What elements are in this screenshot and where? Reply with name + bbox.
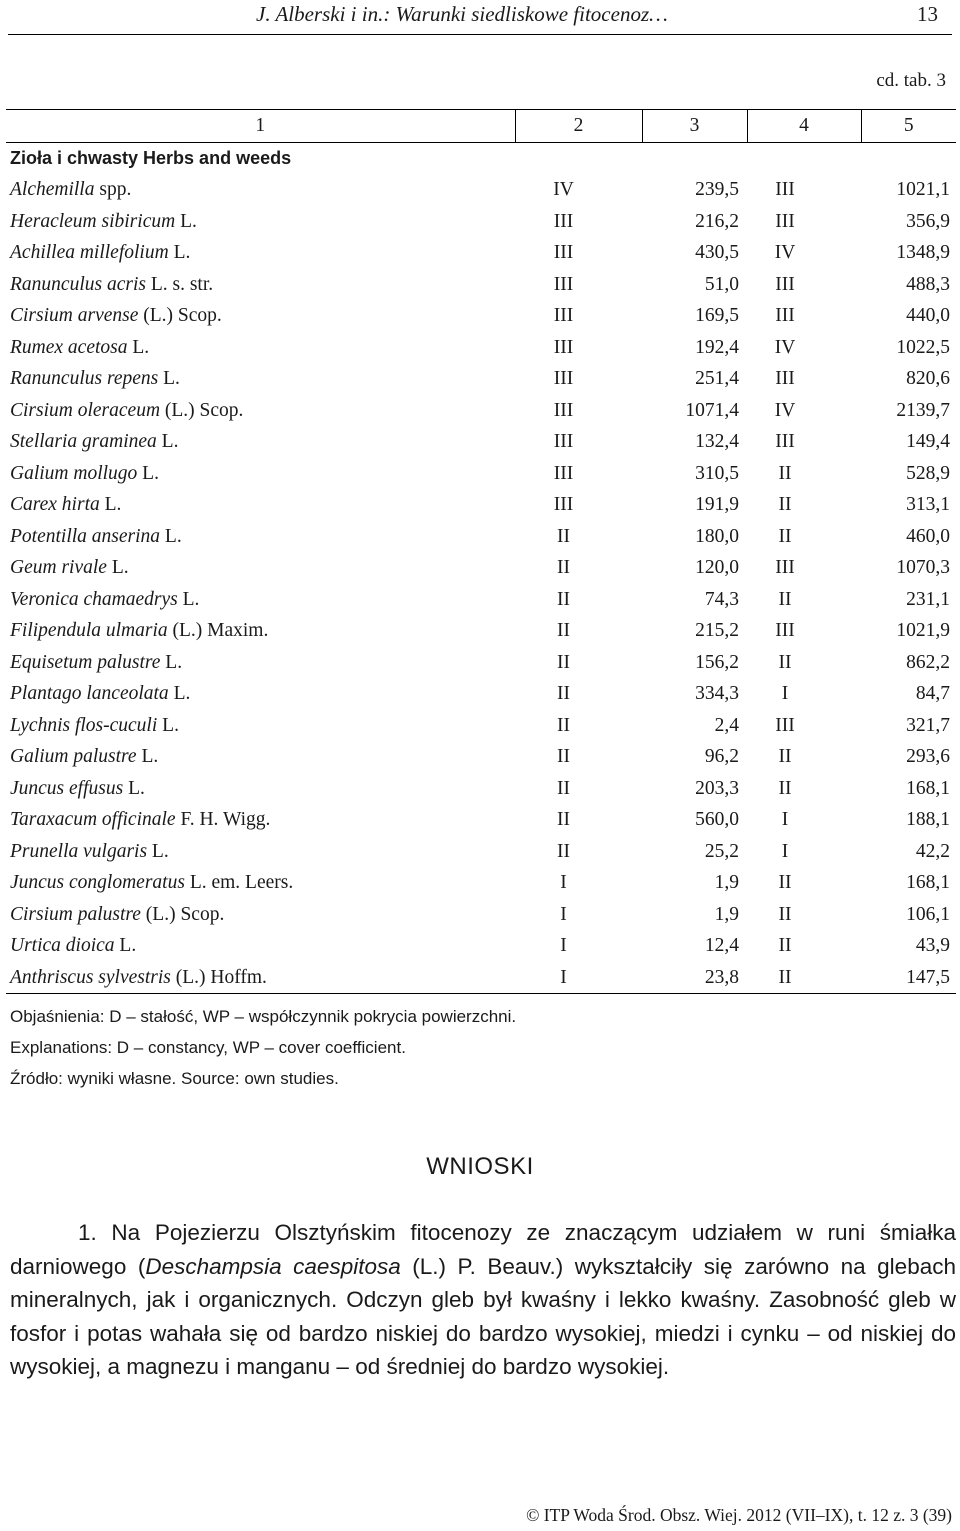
cover-cell: 488,3 — [906, 273, 950, 295]
constancy-cell: III — [553, 431, 574, 452]
cover-cell: 203,3 — [695, 777, 739, 799]
constancy-cell: I — [560, 903, 567, 925]
constancy-cell: II — [557, 746, 570, 767]
cover-cell: 156,2 — [695, 651, 739, 673]
cover-cell: 313,1 — [906, 494, 950, 515]
constancy-cell: IV — [774, 242, 796, 263]
constancy-cell: II — [557, 840, 570, 862]
species-authority: (L.) Scop. — [143, 305, 222, 326]
species-name: Cirsium oleraceum — [10, 399, 161, 421]
cover-cell: 1070,3 — [896, 557, 950, 578]
cover-cell: 251,4 — [695, 368, 739, 389]
cover-cell: 1071,4 — [685, 399, 739, 421]
species-cell — [6, 899, 515, 931]
species-authority: (L.) Scop. — [145, 903, 225, 925]
species-cell — [6, 426, 515, 458]
constancy-cell: II — [778, 966, 792, 988]
table-row — [6, 615, 956, 647]
cover-cell: 321,7 — [906, 714, 950, 736]
constancy-cell: III — [775, 620, 795, 641]
cover-cell: 239,5 — [695, 179, 739, 200]
table-row — [6, 930, 956, 962]
column-header: 5 — [861, 110, 956, 143]
cover-cell: 460,0 — [906, 525, 950, 547]
note-explanation-pl: Objaśnienia: D – stałość, WP – współczynnik pokrycia powierzchni. — [10, 1007, 517, 1026]
species-name: Filipendula ulmaria — [10, 620, 168, 641]
conclusion-species: Deschampsia caespitosa — [145, 1253, 401, 1279]
species-authority: L. — [173, 683, 191, 704]
note-source: Źródło: wyniki własne. Source: own studies. — [10, 1069, 339, 1088]
column-header: 4 — [747, 110, 861, 143]
table-row — [6, 773, 956, 805]
species-authority: L. s. str. — [150, 273, 214, 295]
cover-cell: 1,9 — [714, 903, 739, 925]
section-heading: WNIOSKI — [426, 1153, 534, 1180]
running-title: J. Alberski i in.: Warunki siedliskowe fitocenoz… — [256, 2, 668, 26]
species-authority: L. — [163, 368, 180, 389]
table-row — [6, 899, 956, 931]
table-row — [6, 332, 956, 364]
species-name: Plantago lanceolata — [10, 683, 169, 704]
constancy-cell: II — [778, 935, 792, 956]
running-head — [8, 0, 952, 35]
species-authority: L. — [173, 242, 191, 263]
table-row — [6, 363, 956, 395]
species-cell — [6, 804, 515, 836]
species-name: Cirsium arvense — [10, 305, 139, 326]
constancy-cell: IV — [553, 179, 574, 200]
constancy-cell: III — [775, 179, 795, 200]
species-name: Galium palustre — [10, 746, 137, 767]
table-row — [6, 300, 956, 332]
species-authority: spp. — [99, 179, 132, 200]
species-cell — [6, 458, 515, 490]
constancy-cell: II — [557, 620, 570, 641]
species-cell — [6, 836, 515, 868]
species-authority: L. — [119, 935, 137, 956]
cover-cell: 293,6 — [906, 746, 950, 767]
table-row — [6, 647, 956, 679]
constancy-cell: IV — [774, 336, 796, 358]
conclusion-paragraph — [10, 1216, 956, 1384]
constancy-cell: II — [778, 903, 792, 925]
constancy-cell: III — [775, 431, 795, 452]
cover-cell: 96,2 — [704, 746, 739, 767]
species-name: Anthriscus sylvestris — [10, 966, 171, 988]
species-cell — [6, 521, 515, 553]
constancy-cell: III — [775, 557, 795, 578]
species-name: Urtica dioica — [10, 935, 115, 956]
cover-cell: 862,2 — [906, 651, 950, 673]
constancy-cell: I — [781, 840, 789, 862]
table-row — [6, 804, 956, 836]
constancy-cell: III — [553, 305, 574, 326]
table-row — [6, 552, 956, 584]
species-name: Alchemilla — [10, 179, 95, 200]
column-header: 2 — [515, 110, 642, 143]
table-row — [6, 741, 956, 773]
species-name: Juncus conglomeratus — [10, 872, 185, 893]
species-authority: L. — [151, 840, 169, 862]
species-cell — [6, 269, 515, 301]
constancy-cell: II — [778, 525, 792, 547]
species-cell — [6, 647, 515, 679]
constancy-cell: II — [778, 588, 792, 610]
constancy-cell: III — [775, 714, 795, 736]
table-row — [6, 269, 956, 301]
species-authority: L. — [128, 777, 145, 799]
constancy-cell: III — [553, 210, 574, 232]
cover-cell: 51,0 — [704, 273, 739, 295]
cover-cell: 310,5 — [695, 462, 739, 484]
cover-cell: 560,0 — [695, 809, 739, 830]
column-header: 3 — [642, 110, 747, 143]
species-name: Cirsium palustre — [10, 903, 141, 925]
table-row — [6, 458, 956, 490]
table-row — [6, 584, 956, 616]
species-cell — [6, 489, 515, 521]
constancy-cell: II — [778, 746, 792, 767]
species-authority: L. — [161, 431, 179, 452]
constancy-cell: II — [557, 525, 570, 547]
cover-cell: 25,2 — [704, 840, 739, 862]
constancy-cell: II — [778, 494, 792, 515]
conclusion-text-start: 1. Na Pojezierzu Olsztyńskim fitocenozy ze znaczącym udziałem w runi śmiałka darniowego ( — [10, 1220, 956, 1279]
species-authority: (L.) Scop. — [164, 399, 244, 421]
table-row — [6, 836, 956, 868]
constancy-cell: IV — [774, 399, 796, 421]
constancy-cell: III — [553, 368, 574, 389]
constancy-cell: II — [557, 777, 570, 799]
cover-cell: 180,0 — [695, 525, 739, 547]
constancy-cell: III — [775, 210, 795, 232]
species-name: Geum rivale — [10, 557, 107, 578]
species-authority: L. — [104, 494, 122, 515]
species-name: Galium mollugo — [10, 462, 138, 484]
species-authority: L. — [141, 746, 159, 767]
constancy-cell: I — [781, 683, 789, 704]
cover-cell: 1021,1 — [896, 179, 950, 200]
constancy-cell: III — [775, 273, 795, 295]
cover-cell: 192,4 — [695, 336, 739, 358]
constancy-cell: II — [557, 557, 570, 578]
species-authority: L. em. Leers. — [189, 872, 294, 893]
table-row — [6, 489, 956, 521]
constancy-cell: III — [553, 242, 574, 263]
species-authority: (L.) Hoffm. — [175, 966, 267, 988]
constancy-cell: III — [775, 305, 795, 326]
species-authority: F. H. Wigg. — [180, 809, 271, 830]
cover-cell: 1022,5 — [896, 336, 950, 358]
species-cell — [6, 174, 515, 206]
constancy-cell: I — [560, 966, 567, 988]
species-name: Ranunculus repens — [10, 368, 159, 389]
cover-cell: 1,9 — [714, 872, 739, 893]
cover-cell: 188,1 — [906, 809, 950, 830]
table-row — [6, 426, 956, 458]
species-authority: L. — [180, 210, 197, 232]
cover-cell: 120,0 — [695, 557, 739, 578]
page-footer: © ITP Woda Środ. Obsz. Wiej. 2012 (VII–IX), t. 12 z. 3 (39) — [526, 1505, 952, 1525]
species-cell — [6, 395, 515, 427]
cover-cell: 216,2 — [695, 210, 739, 232]
cover-cell: 132,4 — [695, 431, 739, 452]
table-row — [6, 237, 956, 269]
species-authority: L. — [182, 588, 200, 610]
cover-cell: 820,6 — [906, 368, 950, 389]
cover-cell: 168,1 — [906, 777, 950, 799]
species-name: Stellaria graminea — [10, 431, 157, 452]
species-name: Achillea millefolium — [10, 242, 169, 263]
cover-cell: 1348,9 — [896, 242, 950, 263]
cover-cell: 215,2 — [695, 620, 739, 641]
species-cell — [6, 584, 515, 616]
species-cell — [6, 678, 515, 710]
species-cell — [6, 962, 515, 994]
species-name: Veronica chamaedrys — [10, 588, 178, 610]
species-name: Rumex acetosa — [10, 336, 128, 358]
species-cell — [6, 867, 515, 899]
group-title-row — [6, 142, 956, 174]
constancy-cell: III — [553, 494, 574, 515]
species-authority: L. — [111, 557, 129, 578]
species-name: Ranunculus acris — [10, 273, 146, 295]
species-authority: L. — [142, 462, 159, 484]
constancy-cell: II — [778, 462, 792, 484]
species-authority: L. — [164, 525, 182, 547]
cover-cell: 43,9 — [915, 935, 950, 956]
species-cell — [6, 206, 515, 238]
constancy-cell: II — [557, 714, 570, 736]
constancy-cell: II — [557, 588, 570, 610]
constancy-cell: III — [775, 368, 795, 389]
constancy-cell: III — [553, 273, 574, 295]
species-authority: L. — [162, 714, 179, 736]
cover-cell: 356,9 — [906, 210, 950, 232]
species-name: Equisetum palustre — [10, 651, 161, 673]
species-authority: L. — [132, 336, 150, 358]
species-cell — [6, 773, 515, 805]
table-row — [6, 174, 956, 206]
species-name: Heracleum sibiricum — [10, 210, 176, 232]
cover-cell: 334,3 — [695, 683, 739, 704]
species-name: Potentilla anserina — [10, 525, 161, 547]
constancy-cell: I — [560, 872, 567, 893]
cover-cell: 42,2 — [915, 840, 950, 862]
constancy-cell: II — [778, 872, 792, 893]
cover-cell: 191,9 — [695, 494, 739, 515]
species-name: Taraxacum officinale — [10, 809, 176, 830]
cover-cell: 440,0 — [906, 305, 950, 326]
cover-cell: 106,1 — [906, 903, 950, 925]
cover-cell: 168,1 — [906, 872, 950, 893]
table-row — [6, 395, 956, 427]
constancy-cell: III — [553, 462, 574, 484]
constancy-cell: III — [553, 399, 574, 421]
note-explanation-en: Explanations: D – constancy, WP – cover coefficient. — [10, 1038, 406, 1057]
species-authority: (L.) Maxim. — [172, 620, 269, 641]
species-table — [6, 109, 956, 994]
cover-cell: 147,5 — [906, 966, 950, 988]
constancy-cell: III — [553, 336, 574, 358]
cover-cell: 12,4 — [704, 935, 739, 956]
species-name: Carex hirta — [10, 494, 100, 515]
cover-cell: 1021,9 — [896, 620, 950, 641]
species-cell — [6, 300, 515, 332]
species-name: Lychnis flos-cuculi — [10, 714, 158, 736]
cover-cell: 528,9 — [906, 462, 950, 484]
table-header-row — [6, 110, 956, 143]
species-cell — [6, 930, 515, 962]
group-title: Zioła i chwasty Herbs and weeds — [10, 147, 292, 168]
table-row — [6, 710, 956, 742]
species-cell — [6, 615, 515, 647]
constancy-cell: I — [560, 935, 567, 956]
table-row — [6, 867, 956, 899]
species-cell — [6, 237, 515, 269]
constancy-cell: II — [778, 651, 792, 673]
constancy-cell: II — [557, 809, 570, 830]
species-cell — [6, 363, 515, 395]
constancy-cell: II — [778, 777, 792, 799]
cover-cell: 2,4 — [714, 714, 739, 736]
table-row — [6, 206, 956, 238]
constancy-cell: I — [781, 809, 789, 830]
cover-cell: 149,4 — [906, 431, 950, 452]
cover-cell: 23,8 — [704, 966, 739, 988]
column-header: 1 — [255, 115, 266, 136]
cover-cell: 74,3 — [704, 588, 739, 610]
cover-cell: 84,7 — [915, 683, 950, 704]
species-cell — [6, 332, 515, 364]
cover-cell: 430,5 — [695, 242, 739, 263]
species-name: Prunella vulgaris — [10, 840, 148, 862]
species-name: Juncus effusus — [10, 777, 124, 799]
cover-cell: 231,1 — [906, 588, 950, 610]
species-cell — [6, 710, 515, 742]
constancy-cell: II — [557, 651, 570, 673]
conclusion-text-end: (L.) P. Beauv.) wykształciły się zarówno na glebach mineralnych, jak i organicznych. Odczyn gleb był kwaśny i lekko kwaśny. Zasobność gleb w fosfor i potas wahała się od bardzo niskiej do bardzo wysokiej, miedzi i cynku – od niskiej do wysokiej, a magnezu i manganu – od średniej do bardzo wysokiej. — [10, 1253, 956, 1379]
cover-cell: 169,5 — [695, 305, 739, 326]
table-row — [6, 521, 956, 553]
species-cell — [6, 552, 515, 584]
table-continuation-label: cd. tab. 3 — [876, 70, 946, 91]
species-authority: L. — [165, 651, 183, 673]
cover-cell: 2139,7 — [896, 399, 950, 421]
table-row — [6, 678, 956, 710]
page-number: 13 — [917, 2, 938, 26]
species-cell — [6, 741, 515, 773]
table-row — [6, 962, 956, 994]
constancy-cell: II — [557, 683, 570, 704]
